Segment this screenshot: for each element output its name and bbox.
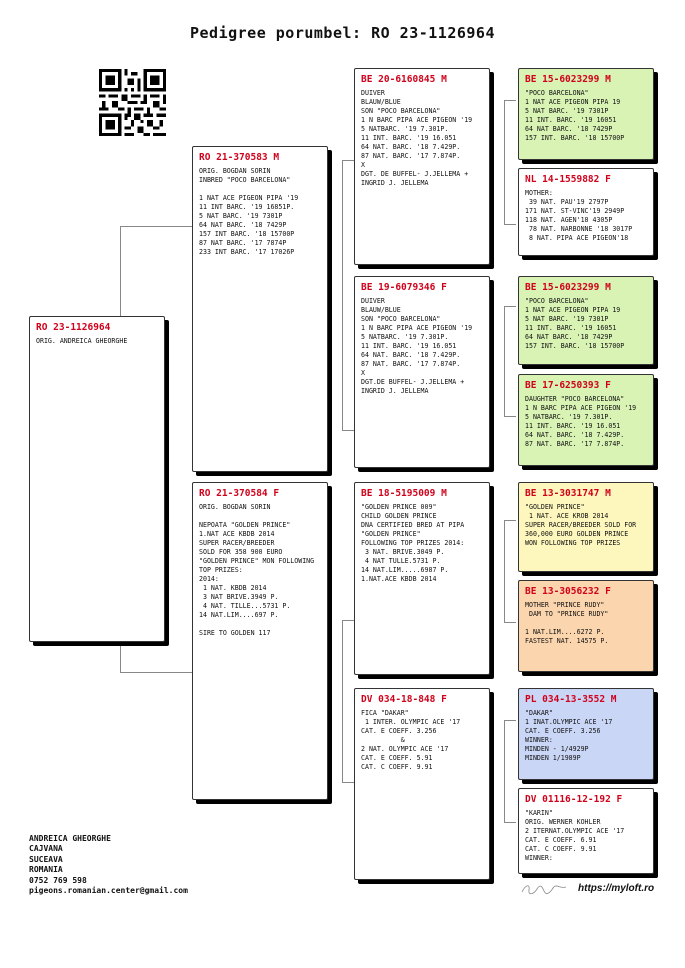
dam-text: ORIG. BOGDAN SORIN NEPOATA "GOLDEN PRINCE" 1.NAT ACE KBDB 2014 SUPER RACER/BREEDER SOLD FOR 358 900 EURO "GOLDEN PRINCE" MON FOLLOWING TOP PRIZES: 2014: 1 NAT. KBDB 2014 3 NAT BRIVE.3949 P. 4 NAT. TILLE...5731 P. 14 NAT.LIM....697 P. SIRE TO GOLDEN 117 [199,503,315,637]
sire-text: ORIG. BOGDAN SORIN INBRED "POCO BARCELONA" 1 NAT ACE PIGEON PIPA '19 11 INT BARC. '19 16851P. 5 NAT BARC. '19 7301P 64 NAT BARC. '18 7429P 157 INT BARC. '18 15700P 87 NAT BARC. '17 7874P 233 INT BARC. '17 17026P [199,167,299,256]
sire-card [192,146,328,472]
great-grandparent-text: "GOLDEN PRINCE" 1 NAT. ACE KROB 2014 SUPER RACER/BREEDER SOLD FOR 360,000 EURO GOLDEN PRINCE WON FOLLOWING TOP PRIZES [525,503,637,547]
great-grandparent-card [518,276,654,365]
great-grandparent-id: PL 034-13-3552 M [525,694,617,705]
great-grandparent-card [518,580,654,672]
subject-text: ORIG. ANDREICA GHEORGHE [36,337,128,345]
connector-line [504,416,516,417]
connector-line [504,100,516,101]
connector-line [120,226,121,318]
great-grandparent-card [518,68,654,160]
great-grandparent-card [518,482,654,572]
subject-card [29,316,165,642]
connector-line [120,226,192,227]
great-grandparent-text: MOTHER "PRINCE RUDY" DAM TO "PRINCE RUDY" 1 NAT.LIM....6272 P. FASTEST NAT. 14575 P. [525,601,609,645]
great-grandparent-id: BE 13-3031747 M [525,488,611,499]
great-grandparent-text: "DAKAR" 1 INAT.OLYMPIC ACE '17 CAT. E COEFF. 3.256 WINNER: MINDEN - 1/4929P MINDEN 1/1989P [525,709,613,762]
grandparent-id: BE 20-6160845 M [361,74,447,85]
page-title: Pedigree porumbel: RO 23-1126964 [190,24,495,42]
great-grandparent-id: DV 01116-12-192 F [525,794,623,805]
connector-line [120,672,192,673]
great-grandparent-card [518,688,654,780]
connector-line [504,520,516,521]
great-grandparent-text: DAUGHTER "POCO BARCELONA" 1 N BARC PIPA ACE PIGEON '19 5 NATBARC. '19 7.301P. 11 INT. BARC. '19 16.051 64 NAT. BARC. '18 7.429P. 87 NAT. BARC. '17 7.874P. [525,395,637,448]
dam-card [192,482,328,800]
connector-line [504,622,516,623]
great-grandparent-id: BE 13-3056232 F [525,586,611,597]
grandparent-text: FICA "DAKAR" 1 INTER. OLYMPIC ACE '17 CAT. E COEFF. 3.256 & 2 NAT. OLYMPIC ACE '17 CAT. E COEFF. 5.91 CAT. C COEFF. 9.91 [361,709,461,771]
connector-line [504,720,516,721]
great-grandparent-card [518,168,654,256]
connector-line [342,160,343,430]
great-grandparent-card [518,374,654,466]
grandparent-text: "GOLDEN PRINCE 009" CHILD GOLDEN PRINCE DNA CERTIFIED BRED AT PIPA "GOLDEN PRINCE" FOLLOWING TOP PRIZES 2014: 3 NAT. BRIVE.3049 P. 4 NAT TULLE.5731 P. 14 NAT.LIM.....6987 P. 1.NAT.ACE KBDB 2014 [361,503,465,583]
great-grandparent-id: BE 15-6023299 M [525,282,611,293]
great-grandparent-id: BE 17-6250393 F [525,380,611,391]
connector-line [504,720,505,822]
great-grandparent-text: "POCO BARCELONA" 1 NAT ACE PIGEON PIPA 19 5 NAT BARC. '19 7301P 11 INT. BARC. '19 16051 64 NAT BARC. '18 7429P 157 INT. BARC. '18 15700P [525,89,625,142]
sire-id: RO 21-370583 M [199,152,280,163]
grandparent-text: DUIVER BLAUW/BLUE SON "POCO BARCELONA" 1 N BARC PIPA ACE PIGEON '19 5 NATBARC. '19 7.301P. 11 INT. BARC. '19 16.051 64 NAT. BARC. '18 7.429P. 87 NAT. BARC. '17 7.874P. X DGT. DE BUFFEL- J.JELLEMA + INGRID J. JELLEMA [361,89,473,187]
grandparent-id: BE 18-5195009 M [361,488,447,499]
grandparent-card [354,276,490,468]
great-grandparent-id: NL 14-1559882 F [525,174,611,185]
great-grandparent-id: BE 15-6023299 M [525,74,611,85]
connector-line [504,224,516,225]
subject-id: RO 23-1126964 [36,322,111,333]
great-grandparent-text: "KARIN" ORIG. WERNER KOHLER 2 ITERNAT.OLYMPIC ACE '17 CAT. E COEFF. 6.91 CAT. C COEFF. 9.91 WINNER: [525,809,625,862]
connector-line [504,306,505,416]
connector-line [504,822,516,823]
grandparent-id: DV 034-18-848 F [361,694,447,705]
grandparent-id: BE 19-6079346 F [361,282,447,293]
connector-line [504,100,505,224]
breeder-contact: ANDREICA GHEORGHE CAJVANA SUCEAVA ROMANIA 0752 769 598 pigeons.romanian.center@gmail.com [29,834,188,896]
grandparent-card [354,482,490,675]
connector-line [120,640,121,672]
grandparent-card [354,68,490,265]
website-link[interactable]: https://myloft.ro [578,883,655,894]
great-grandparent-card [518,788,654,874]
great-grandparent-text: MOTHER: 39 NAT. PAU'19 2797P 171 NAT. ST-VINC'19 2949P 118 NAT. AGEN'18 4305P 78 NAT. NARBONNE '18 3017P 8 NAT. PIPA ACE PIGEON'18 [525,189,633,242]
connector-line [342,620,343,782]
dam-id: RO 21-370584 F [199,488,280,499]
grandparent-text: DUIVER BLAUW/BLUE SON "POCO BARCELONA" 1 N BARC PIPA ACE PIGEON '19 5 NATBARC. '19 7.301P. 11 INT. BARC. '19 16.051 64 NAT. BARC. '18 7.429P. 87 NAT. BARC. '17 7.874P. X DGT.DE BUFFEL- J.JELLEMA + INGRID J. JELLEMA [361,297,473,395]
signature-image [520,880,570,898]
qr-code-icon [99,69,166,136]
connector-line [504,520,505,622]
grandparent-card [354,688,490,880]
great-grandparent-text: "POCO BARCELONA" 1 NAT ACE PIGEON PIPA 19 5 NAT BARC. '19 7301P 11 INT. BARC. '19 16051 64 NAT BARC. '18 7429P 157 INT. BARC. '18 15700P [525,297,625,350]
connector-line [504,306,516,307]
